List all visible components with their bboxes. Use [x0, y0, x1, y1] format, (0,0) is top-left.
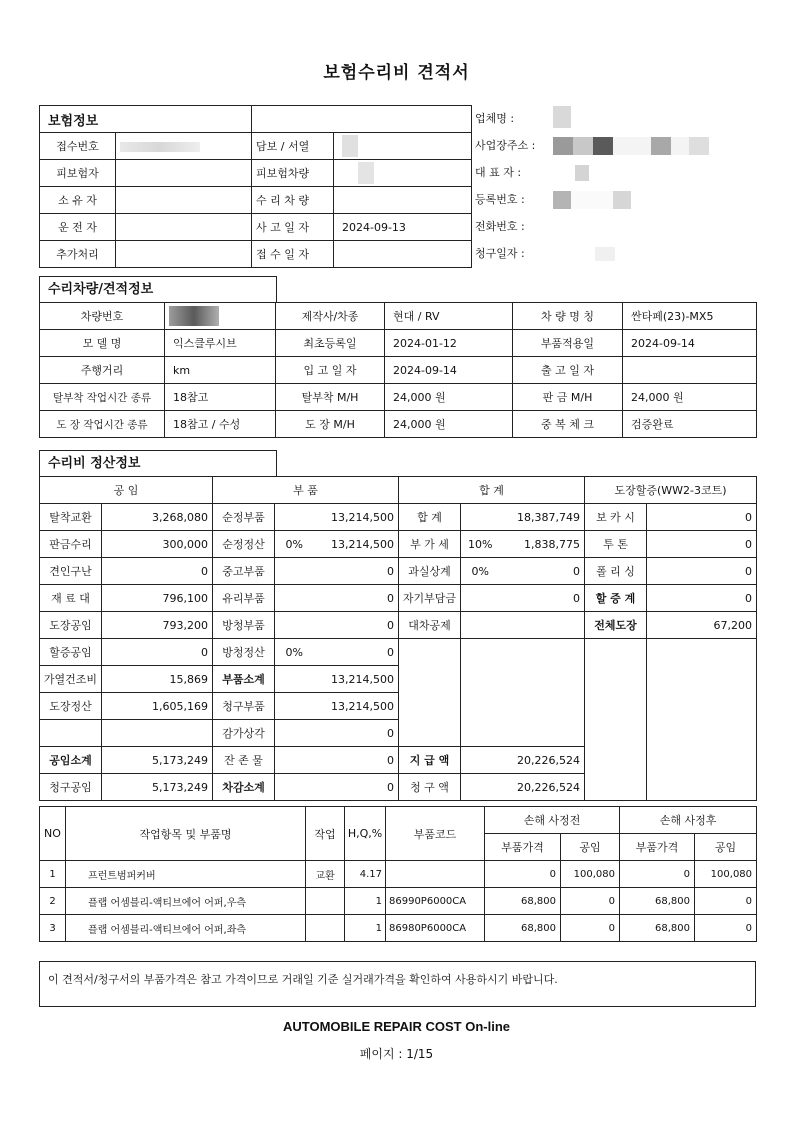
parts-value: 0: [314, 585, 399, 612]
item-before-price: 0: [485, 861, 561, 888]
parts-pct: 0%: [275, 639, 314, 666]
item-no: 1: [40, 861, 66, 888]
redacted-block: [553, 186, 631, 213]
parts-pct: 0%: [275, 531, 314, 558]
item-work: [306, 915, 345, 942]
parts-pct: [275, 774, 314, 801]
item-no: 3: [40, 915, 66, 942]
insurance-row: [40, 160, 472, 187]
item-hq: 1: [345, 888, 386, 915]
labor-value: 5,173,249: [102, 747, 213, 774]
parts-value: 0: [314, 558, 399, 585]
parts-label: 감가상각: [213, 720, 275, 747]
col-header-hq: H,Q,%: [345, 807, 386, 861]
redacted-block: [595, 240, 615, 267]
total-label: 자기부담금: [399, 585, 461, 612]
field-label: 업체명 :: [475, 112, 515, 125]
parts-label: 중고부품: [213, 558, 275, 585]
col-header-after-labor: 공임: [695, 834, 757, 861]
table-row: [40, 915, 757, 942]
item-after-labor: 100,080: [695, 861, 757, 888]
vehicle-row: 탈부착 작업시간 종류 18참고 탈부착 M/H 24,000 원 판 금 M/H 24,000 원: [40, 384, 757, 411]
field-label: 피보험자: [40, 160, 116, 187]
parts-value: 13,214,500: [314, 693, 399, 720]
field-label: 판 금 M/H: [513, 384, 623, 411]
redacted-block: [575, 159, 589, 186]
field-label: 소 유 자: [40, 187, 116, 214]
item-after-price: 68,800: [620, 888, 695, 915]
labor-value: 0: [102, 639, 213, 666]
company-row: [475, 240, 755, 267]
field-label: 차량번호: [40, 303, 165, 330]
paint-value: 0: [647, 558, 757, 585]
item-work: [306, 888, 345, 915]
item-after-price: 68,800: [620, 915, 695, 942]
work-items-table: [39, 806, 757, 942]
total-value: 0: [500, 585, 585, 612]
col-header-before: 손해 사정전: [485, 807, 620, 834]
paint-label: 전체도장: [585, 612, 647, 639]
settlement-table: [39, 476, 757, 801]
field-label: 최초등록일: [276, 330, 385, 357]
field-label: 차 량 명 칭: [513, 303, 623, 330]
accident-date-value: 2024-09-13: [334, 214, 472, 241]
parts-value: 0: [314, 639, 399, 666]
parts-label: 순정부품: [213, 504, 275, 531]
company-row: [475, 105, 755, 132]
parts-pct: [275, 558, 314, 585]
labor-label: 재 료 대: [40, 585, 102, 612]
field-label: 중 복 체 크: [513, 411, 623, 438]
total-pct: [461, 504, 500, 531]
parts-label: 순정정산: [213, 531, 275, 558]
paint-value: 67,200: [647, 612, 757, 639]
vehicle-row: 도 장 작업시간 종류 18참고 / 수성 도 장 M/H 24,000 원 중 복 체 크 검증완료: [40, 411, 757, 438]
redacted-block: [342, 135, 358, 157]
field-label: 접수번호: [40, 133, 116, 160]
field-label: 탈부착 M/H: [276, 384, 385, 411]
item-hq: 4.17: [345, 861, 386, 888]
item-code: [386, 861, 485, 888]
total-pct: [461, 585, 500, 612]
total-pct: 0%: [461, 558, 500, 585]
field-label: 담보 / 서열: [252, 133, 334, 160]
table-row: [40, 861, 757, 888]
total-value: 0: [500, 558, 585, 585]
parts-label: 청구부품: [213, 693, 275, 720]
item-name: 플랩 어셈블리-액티브에어 어퍼,좌측: [66, 915, 306, 942]
redacted-block: [169, 306, 219, 326]
company-info: [475, 105, 755, 267]
parts-pct: [275, 693, 314, 720]
field-label: 접 수 일 자: [252, 241, 334, 268]
field-label: 피보험차량: [252, 160, 334, 187]
settlement-section-header: 수리비 정산정보: [39, 450, 277, 476]
settlement-row: [40, 558, 757, 585]
item-code: 86980P6000CA: [386, 915, 485, 942]
parts-pct: [275, 612, 314, 639]
item-before-labor: 0: [561, 888, 620, 915]
parts-label: 부품소계: [213, 666, 275, 693]
labor-column-header: 공 임: [40, 477, 213, 504]
parts-pct: [275, 666, 314, 693]
parts-value: 0: [314, 774, 399, 801]
vehicle-row: 주행거리 km 입 고 일 자 2024-09-14 출 고 일 자: [40, 357, 757, 384]
total-value: 1,838,775: [500, 531, 585, 558]
total-column-header: 합 계: [399, 477, 585, 504]
field-label: 도 장 작업시간 종류: [40, 411, 165, 438]
field-label: 도 장 M/H: [276, 411, 385, 438]
vehicle-number-value: [165, 303, 276, 330]
field-label: 사업장주소 :: [475, 139, 536, 152]
page-number: 페이지 : 1/15: [359, 1047, 434, 1061]
paint-label: 투 톤: [585, 531, 647, 558]
company-row: [475, 186, 755, 213]
col-header-name: 작업항목 및 부품명: [66, 807, 306, 861]
item-work: 교환: [306, 861, 345, 888]
col-header-before-labor: 공임: [561, 834, 620, 861]
vehicle-section-header: 수리차량/견적정보: [39, 276, 277, 302]
settlement-row: [40, 639, 757, 666]
settlement-row: [40, 585, 757, 612]
notice-box: 이 견적서/청구서의 부품가격은 참고 가격이므로 거래일 기준 실거래가격을 확인하여 사용하시기 바랍니다.: [39, 961, 756, 1007]
field-label: 제작사/차종: [276, 303, 385, 330]
parts-label: 방청부품: [213, 612, 275, 639]
parts-pct: [275, 720, 314, 747]
col-header-before-price: 부품가격: [485, 834, 561, 861]
item-after-labor: 0: [695, 888, 757, 915]
company-row: [475, 213, 755, 240]
settlement-row: [40, 504, 757, 531]
item-before-price: 68,800: [485, 888, 561, 915]
field-label: 등록번호 :: [475, 193, 525, 206]
total-label: 과실상계: [399, 558, 461, 585]
item-hq: 1: [345, 915, 386, 942]
parts-value: 0: [314, 612, 399, 639]
field-label: 부품적용일: [513, 330, 623, 357]
col-header-no: NO: [40, 807, 66, 861]
col-header-work: 작업: [306, 807, 345, 861]
total-label: 부 가 세: [399, 531, 461, 558]
labor-label: [40, 720, 102, 747]
vehicle-info-table: [39, 302, 757, 438]
table-row: [40, 888, 757, 915]
paint-value: 0: [647, 504, 757, 531]
labor-value: 793,200: [102, 612, 213, 639]
insurance-row: [40, 241, 472, 268]
total-value: 20,226,524: [461, 774, 585, 801]
company-row: [475, 132, 755, 159]
settlement-header-row: [40, 477, 757, 504]
item-code: 86990P6000CA: [386, 888, 485, 915]
company-row: [475, 159, 755, 186]
labor-value: 3,268,080: [102, 504, 213, 531]
field-label: 대 표 자 :: [475, 166, 522, 179]
labor-value: 5,173,249: [102, 774, 213, 801]
total-label: 합 계: [399, 504, 461, 531]
labor-label: 할증공임: [40, 639, 102, 666]
settlement-row: [40, 612, 757, 639]
labor-value: 15,869: [102, 666, 213, 693]
total-value: 18,387,749: [500, 504, 585, 531]
field-label: 수 리 차 량: [252, 187, 334, 214]
labor-value: 300,000: [102, 531, 213, 558]
parts-label: 잔 존 물: [213, 747, 275, 774]
vehicle-row: 차량번호 제작사/차종 현대 / RV 차 량 명 칭 싼타페(23)-MX5: [40, 303, 757, 330]
labor-label: 도장정산: [40, 693, 102, 720]
labor-value: 0: [102, 558, 213, 585]
labor-label: 견인구난: [40, 558, 102, 585]
insurance-row: [40, 133, 472, 160]
field-label: 주행거리: [40, 357, 165, 384]
labor-label: 가열건조비: [40, 666, 102, 693]
field-label: 탈부착 작업시간 종류: [40, 384, 165, 411]
vehicle-row: 모 델 명 익스클루시브 최초등록일 2024-01-12 부품적용일 2024-09-14: [40, 330, 757, 357]
field-label: 사 고 일 자: [252, 214, 334, 241]
paint-label: 폴 리 싱: [585, 558, 647, 585]
insurance-row: [40, 187, 472, 214]
labor-label: 판금수리: [40, 531, 102, 558]
parts-pct: [275, 585, 314, 612]
total-label: 청 구 액: [399, 774, 461, 801]
item-before-price: 68,800: [485, 915, 561, 942]
labor-label: 탈착교환: [40, 504, 102, 531]
insurance-info-header: 보험정보: [40, 106, 116, 133]
field-label: 청구일자 :: [475, 247, 525, 260]
labor-label: 공임소계: [40, 747, 102, 774]
total-value: [500, 612, 585, 639]
total-pct: 10%: [461, 531, 500, 558]
item-name: 플랩 어셈블리-액티브에어 어퍼,우측: [66, 888, 306, 915]
parts-label: 방청정산: [213, 639, 275, 666]
paint-label: 보 카 시: [585, 504, 647, 531]
parts-column-header: 부 품: [213, 477, 399, 504]
labor-label: 도장공임: [40, 612, 102, 639]
item-name: 프런트범퍼커버: [66, 861, 306, 888]
labor-value: 1,605,169: [102, 693, 213, 720]
labor-value: [102, 720, 213, 747]
total-pct: [461, 612, 500, 639]
footer-title: AUTOMOBILE REPAIR COST On-line: [282, 1019, 511, 1034]
insurance-row: [40, 214, 472, 241]
field-label: 전화번호 :: [475, 220, 525, 233]
field-label: 출 고 일 자: [513, 357, 623, 384]
parts-value: 13,214,500: [314, 504, 399, 531]
paint-value: 0: [647, 585, 757, 612]
redacted-block: [120, 142, 200, 152]
parts-value: 13,214,500: [314, 531, 399, 558]
parts-pct: [275, 504, 314, 531]
col-header-after: 손해 사정후: [620, 807, 757, 834]
col-header-code: 부품코드: [386, 807, 485, 861]
field-label: 입 고 일 자: [276, 357, 385, 384]
labor-label: 청구공임: [40, 774, 102, 801]
insured-vehicle-value: [334, 160, 472, 187]
item-before-labor: 100,080: [561, 861, 620, 888]
paint-label: 할 증 계: [585, 585, 647, 612]
parts-value: 0: [314, 747, 399, 774]
coverage-value: [334, 133, 472, 160]
parts-label: 차감소계: [213, 774, 275, 801]
parts-value: 13,214,500: [314, 666, 399, 693]
paint-column-header: 도장할증(WW2-3코트): [585, 477, 757, 504]
page-title: 보험수리비 견적서: [323, 63, 470, 83]
total-label: 지 급 액: [399, 747, 461, 774]
total-label: 대차공제: [399, 612, 461, 639]
item-after-labor: 0: [695, 915, 757, 942]
insurance-info-table: [39, 105, 472, 268]
redacted-block: [553, 132, 709, 159]
settlement-row: [40, 531, 757, 558]
item-after-price: 0: [620, 861, 695, 888]
col-header-after-price: 부품가격: [620, 834, 695, 861]
parts-pct: [275, 747, 314, 774]
redacted-block: [547, 105, 571, 132]
labor-value: 796,100: [102, 585, 213, 612]
paint-value: 0: [647, 531, 757, 558]
item-no: 2: [40, 888, 66, 915]
redacted-block: [358, 162, 374, 184]
parts-value: 0: [314, 720, 399, 747]
field-label: 운 전 자: [40, 214, 116, 241]
total-value: 20,226,524: [461, 747, 585, 774]
item-before-labor: 0: [561, 915, 620, 942]
field-label: 추가처리: [40, 241, 116, 268]
field-label: 모 델 명: [40, 330, 165, 357]
receipt-number-value: [116, 133, 252, 160]
parts-label: 유리부품: [213, 585, 275, 612]
